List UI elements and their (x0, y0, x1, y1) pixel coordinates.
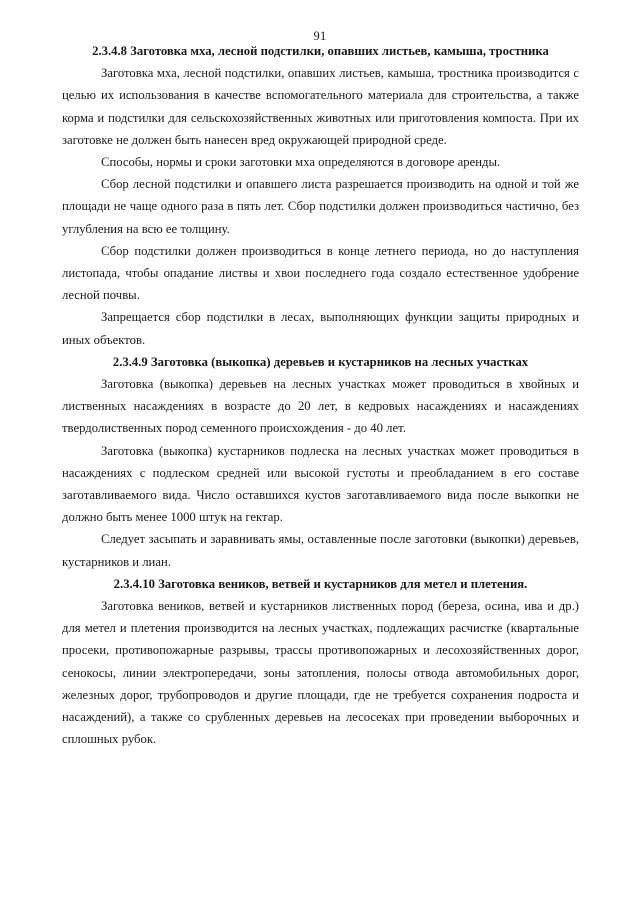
paragraph: Заготовка (выкопка) кустарников подлеска на лесных участках может проводиться в насаждениях с подлеском средней или высокой густоты и преобладанием в его составе заготавливаемого вида. Число оставшихся кустов заготавливаемого вида после выкопки не должно быть менее 1000 штук на гектар. (62, 443, 579, 525)
document-body (62, 40, 579, 751)
section-2-3-4-8 (62, 40, 579, 351)
paragraph: Способы, нормы и сроки заготовки мха определяются в договоре аренды. (101, 155, 501, 170)
paragraph: Сбор лесной подстилки и опавшего листа разрешается производить на одной и той же площади не чаще одного раза в пять лет. Сбор подстилки должен производиться частично, без углубления на всю ее толщину. (62, 177, 579, 236)
paragraph: Заготовка веников, ветвей и кустарников лиственных пород (береза, осина, ива и др.) для метел и плетения производится на лесных участках, подлежащих расчистке (квартальные просеки, противопожарные разрывы, трассы противопожарных и лесохозяйственных дорог, сенокосы, линии электропередачи, зоны затопления, полосы отвода автомобильных дорог, железных дорог, трубопроводов и другие площади, где не требуется сохранения подроста и насаждений), а также со срубленных деревьев на лесосеках при проведении выборочных и сплошных рубок. (62, 599, 579, 747)
paragraph: Заготовка (выкопка) деревьев на лесных участках может проводиться в хвойных и лиственных насаждениях в возрасте до 20 лет, в кедровых насаждениях и насаждениях твердолиственных пород семенного происхождения - до 40 лет. (62, 377, 579, 436)
section-2-3-4-9 (62, 351, 579, 573)
section-heading: 2.3.4.9 Заготовка (выкопка) деревьев и кустарников на лесных участках (112, 354, 529, 369)
paragraph: Запрещается сбор подстилки в лесах, выполняющих функции защиты природных и иных объектов. (62, 310, 579, 347)
section-heading: 2.3.4.8 Заготовка мха, лесной подстилки, опавших листьев, камыша, тростника (92, 44, 549, 58)
section-heading: 2.3.4.10 Заготовка веников, ветвей и кустарников для метел и плетения. (113, 576, 528, 591)
paragraph: Заготовка мха, лесной подстилки, опавших листьев, камыша, тростника производится с целью их использования в качестве вспомогательного материала для строительства, а также корма и подстилки для сельскохозяйственных животных или приготовления компоста. При их заготовке не должен быть нанесен вред окружающей природной среде. (62, 66, 579, 147)
paragraph: Следует засыпать и заравнивать ямы, оставленные после заготовки (выкопки) деревьев, кустарников и лиан. (62, 532, 579, 569)
paragraph: Сбор подстилки должен производиться в конце летнего периода, но до наступления листопада, чтобы опадание листвы и хвои последнего года создало естественное удобрение лесной почвы. (62, 243, 579, 303)
section-2-3-4-10 (62, 573, 579, 751)
page-number: 91 (313, 29, 327, 43)
